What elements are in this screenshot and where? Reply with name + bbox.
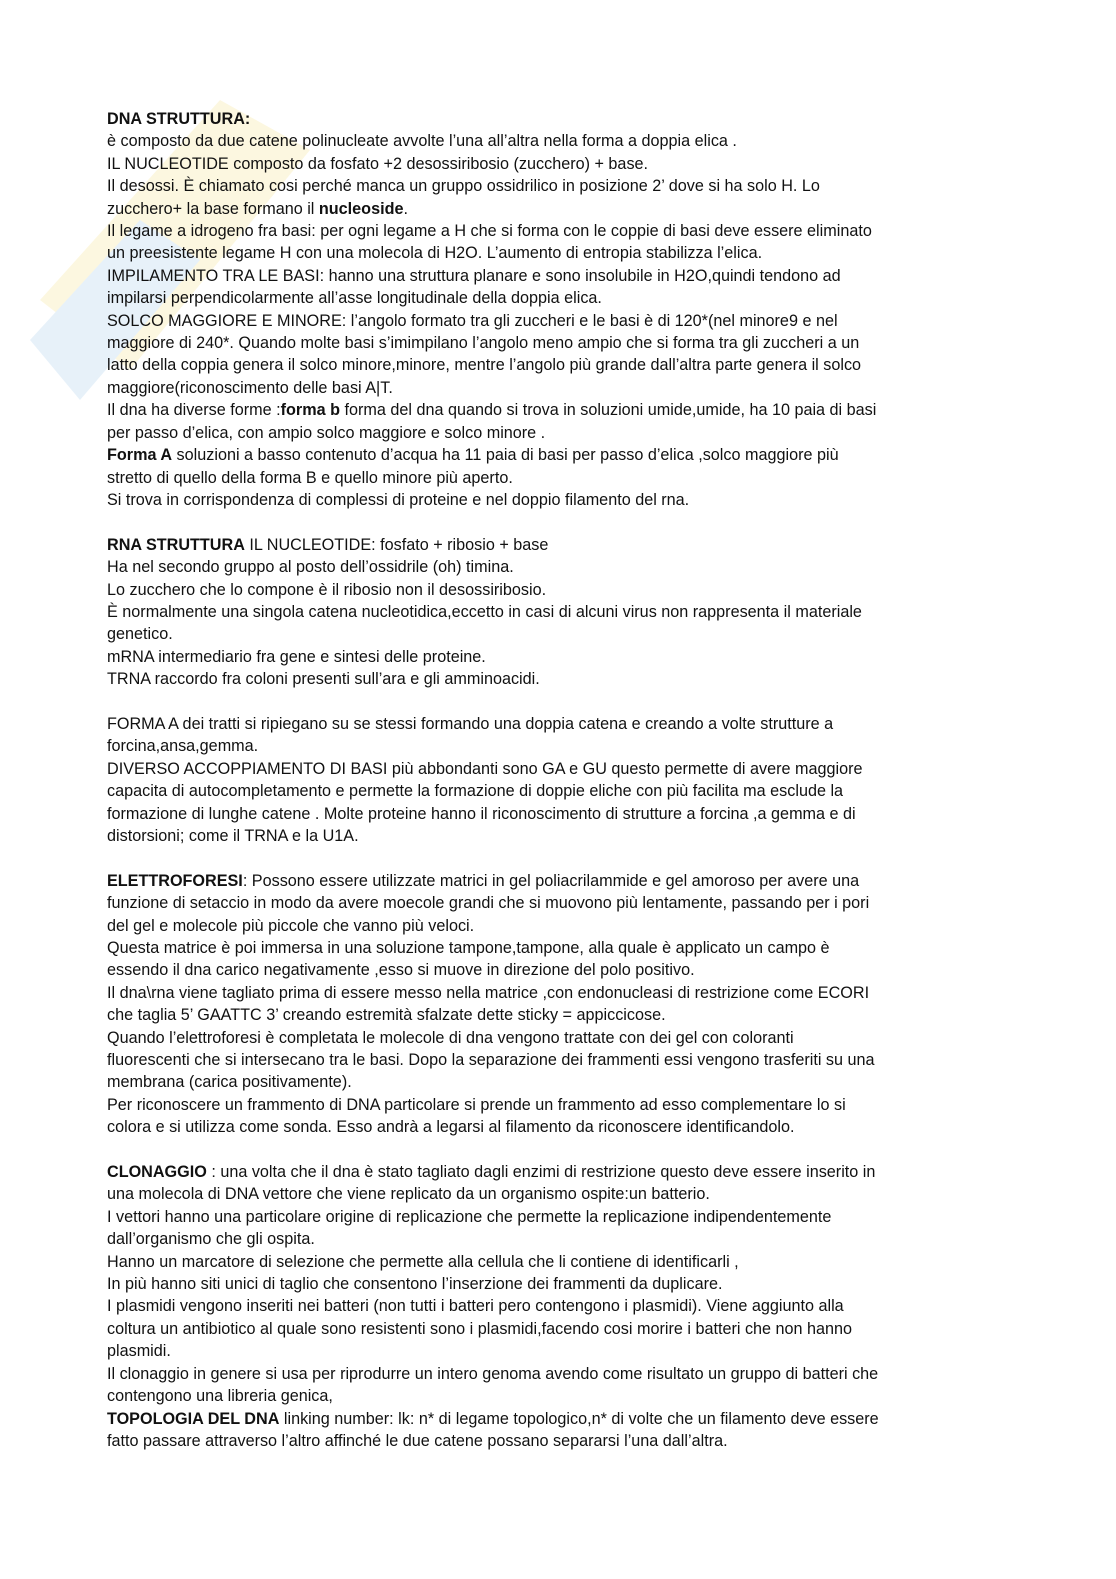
text-run: funzione di setaccio in modo da avere moecole grandi che si muovono più lentamente, passando per i pori bbox=[107, 894, 870, 913]
bold-text: Forma A bbox=[107, 446, 173, 465]
text-line bbox=[107, 713, 1007, 735]
text-run: un preesistente legame H con una molecola di H2O. L’aumento di entropia stabilizza l’elica. bbox=[107, 244, 763, 263]
text-run: distorsioni; come il TRNA e la U1A. bbox=[107, 826, 359, 845]
text-run: linking number: lk: n* di legame topologico,n* di volte che un filamento deve essere bbox=[279, 1409, 879, 1428]
text-line bbox=[107, 1004, 1007, 1026]
document-body bbox=[107, 108, 1007, 1452]
bold-text: CLONAGGIO bbox=[107, 1163, 207, 1182]
text-line bbox=[107, 153, 1007, 175]
text-run: fatto passare attraverso l’altro affinché le due catene possano separarsi l’una dall’altra. bbox=[107, 1431, 728, 1450]
text-run: FORMA A dei tratti si ripiegano su se stessi formando una doppia catena e creando a volte strutture a bbox=[107, 714, 834, 733]
text-line bbox=[107, 556, 1007, 578]
text-run: : Possono essere utilizzate matrici in gel poliacrilammide e gel amoroso per avere una bbox=[242, 871, 860, 890]
text-run: una molecola di DNA vettore che viene replicato da un organismo ospite:un batterio. bbox=[107, 1185, 710, 1204]
text-run: In più hanno siti unici di taglio che consentono l’inserzione dei frammenti da duplicare. bbox=[107, 1275, 723, 1294]
text-line bbox=[107, 982, 1007, 1004]
text-line bbox=[107, 1430, 1007, 1452]
paragraph-gap bbox=[107, 511, 1007, 533]
text-run: zucchero+ la base formano il bbox=[107, 199, 319, 218]
text-line bbox=[107, 623, 1007, 645]
text-line bbox=[107, 175, 1007, 197]
text-line bbox=[107, 780, 1007, 802]
text-run: Il desossi. È chiamato cosi perché manca un gruppo ossidrilico in posizione 2’ dove si ha solo H. Lo bbox=[107, 177, 820, 196]
text-run: soluzioni a basso contenuto d’acqua ha 11 paia di basi per passo d’elica ,solco maggiore più bbox=[172, 446, 839, 465]
text-line bbox=[107, 444, 1007, 466]
text-line bbox=[107, 1116, 1007, 1138]
text-run: IL NUCLEOTIDE: fosfato + ribosio + base bbox=[244, 535, 549, 554]
text-line bbox=[107, 108, 1007, 130]
text-line bbox=[107, 310, 1007, 332]
text-line bbox=[107, 198, 1007, 220]
bold-text: ELETTROFORESI bbox=[107, 871, 243, 890]
text-line bbox=[107, 758, 1007, 780]
text-run: colora e si utilizza come sonda. Esso andrà a legarsi al filamento da riconoscere identificandolo. bbox=[107, 1118, 795, 1137]
text-line bbox=[107, 1340, 1007, 1362]
text-line bbox=[107, 1094, 1007, 1116]
text-line bbox=[107, 1273, 1007, 1295]
text-run: per passo d’elica, con ampio solco maggiore e solco minore . bbox=[107, 423, 546, 442]
text-run: Lo zucchero che lo compone è il ribosio non il desossiribosio. bbox=[107, 580, 547, 599]
text-line bbox=[107, 399, 1007, 421]
text-line bbox=[107, 1251, 1007, 1273]
text-run: Il legame a idrogeno fra basi: per ogni legame a H che si forma con le coppie di basi deve essere eliminato bbox=[107, 222, 872, 241]
text-line bbox=[107, 870, 1007, 892]
text-line bbox=[107, 1049, 1007, 1071]
text-line bbox=[107, 1363, 1007, 1385]
bold-text: RNA STRUTTURA bbox=[107, 535, 245, 554]
text-line bbox=[107, 803, 1007, 825]
text-run: del gel e molecole più piccole che vanno più veloci. bbox=[107, 916, 475, 935]
text-run: Il clonaggio in genere si usa per riprodurre un intero genoma avendo come risultato un gruppo di batteri che bbox=[107, 1364, 879, 1383]
text-line bbox=[107, 915, 1007, 937]
paragraph-gap bbox=[107, 691, 1007, 713]
text-line bbox=[107, 1385, 1007, 1407]
text-run: Hanno un marcatore di selezione che permette alla cellula che li contiene di identificarli , bbox=[107, 1252, 739, 1271]
text-run: Per riconoscere un frammento di DNA particolare si prende un frammento ad esso complementare lo si bbox=[107, 1095, 846, 1114]
text-line bbox=[107, 646, 1007, 668]
paragraph-gap bbox=[107, 1139, 1007, 1161]
bold-text: nucleoside bbox=[318, 199, 404, 218]
text-line bbox=[107, 668, 1007, 690]
bold-text: DNA STRUTTURA: bbox=[107, 110, 251, 128]
text-line bbox=[107, 1161, 1007, 1183]
text-line bbox=[107, 1027, 1007, 1049]
text-line bbox=[107, 332, 1007, 354]
text-line bbox=[107, 1206, 1007, 1228]
text-run: plasmidi. bbox=[107, 1342, 171, 1361]
text-line bbox=[107, 937, 1007, 959]
text-line bbox=[107, 265, 1007, 287]
text-run: I plasmidi vengono inseriti nei batteri (non tutti i batteri pero contengono i plasmidi). Viene aggiunto alla bbox=[107, 1297, 844, 1316]
text-line bbox=[107, 534, 1007, 556]
text-line bbox=[107, 601, 1007, 623]
text-run: È normalmente una singola catena nucleotidica,eccetto in casi di alcuni virus non rappresenta il materiale bbox=[107, 602, 862, 621]
text-run: DIVERSO ACCOPPIAMENTO DI BASI più abbondanti sono GA e GU questo permette di avere maggiore bbox=[107, 759, 863, 778]
text-line bbox=[107, 1408, 1007, 1430]
text-line bbox=[107, 422, 1007, 444]
text-line bbox=[107, 1183, 1007, 1205]
text-run: Quando l’elettroforesi è completata le molecole di dna vengono trattate con dei gel con coloranti bbox=[107, 1028, 794, 1047]
text-run: essendo il dna carico negativamente ,esso si muove in direzione del polo positivo. bbox=[107, 961, 695, 980]
text-run: formazione di lunghe catene . Molte proteine hanno il riconoscimento di strutture a forcina ,a gemma e di bbox=[107, 804, 856, 823]
bold-text: forma b bbox=[280, 401, 341, 420]
text-line bbox=[107, 220, 1007, 242]
text-line bbox=[107, 242, 1007, 264]
text-line bbox=[107, 1318, 1007, 1340]
text-line bbox=[107, 130, 1007, 152]
text-run: dall’organismo che gli ospita. bbox=[107, 1230, 315, 1249]
text-run: forcina,ansa,gemma. bbox=[107, 737, 259, 756]
text-run: IL NUCLEOTIDE composto da fosfato +2 desossiribosio (zucchero) + base. bbox=[107, 154, 649, 173]
paragraph-gap bbox=[107, 847, 1007, 869]
text-run: Questa matrice è poi immersa in una soluzione tampone,tampone, alla quale è applicato un campo è bbox=[107, 938, 830, 957]
text-line bbox=[107, 579, 1007, 601]
text-line bbox=[107, 287, 1007, 309]
text-run: latto della coppia genera il solco minore,minore, mentre l’angolo più grande dall’altra parte genera il solco bbox=[107, 356, 862, 375]
text-run: Ha nel secondo gruppo al posto dell’ossidrile (oh) timina. bbox=[107, 558, 514, 577]
bold-text: TOPOLOGIA DEL DNA bbox=[107, 1409, 280, 1428]
text-line bbox=[107, 959, 1007, 981]
text-line bbox=[107, 1071, 1007, 1093]
text-line bbox=[107, 735, 1007, 757]
text-run: coltura un antibiotico al quale sono resistenti sono i plasmidi,facendo cosi morire i batteri che non hanno bbox=[107, 1319, 853, 1338]
text-run: maggiore di 240*. Quando molte basi s’imimpilano l’angolo meno ampio che si forma tra gli zuccheri a un bbox=[107, 334, 860, 353]
text-run: IMPILAMENTO TRA LE BASI: hanno una struttura planare e sono insolubile in H2O,quindi tendono ad bbox=[107, 266, 841, 285]
text-line bbox=[107, 377, 1007, 399]
text-line bbox=[107, 467, 1007, 489]
text-run: è composto da due catene polinucleate avvolte l’una all’altra nella forma a doppia elica . bbox=[107, 132, 737, 151]
text-run: : una volta che il dna è stato tagliato dagli enzimi di restrizione questo deve essere inserito in bbox=[206, 1163, 876, 1182]
text-run: membrana (carica positivamente). bbox=[107, 1073, 352, 1092]
text-run: stretto di quello della forma B e quello minore più aperto. bbox=[107, 468, 513, 487]
text-line bbox=[107, 489, 1007, 511]
text-line bbox=[107, 354, 1007, 376]
text-line bbox=[107, 1228, 1007, 1250]
text-line bbox=[107, 825, 1007, 847]
text-run: che taglia 5’ GAATTC 3’ creando estremità sfalzate dette sticky = appiccicose. bbox=[107, 1006, 666, 1025]
text-line bbox=[107, 1295, 1007, 1317]
text-run: Il dna ha diverse forme : bbox=[107, 401, 281, 420]
text-run: forma del dna quando si trova in soluzioni umide,umide, ha 10 paia di basi bbox=[340, 401, 877, 420]
text-run: contengono una libreria genica, bbox=[107, 1387, 333, 1406]
text-run: fluorescenti che si intersecano tra le basi. Dopo la separazione dei frammenti essi vengono trasferiti su una bbox=[107, 1051, 875, 1070]
text-run: . bbox=[403, 199, 408, 218]
text-run: Il dna\rna viene tagliato prima di essere messo nella matrice ,con endonucleasi di restrizione come ECORI bbox=[107, 983, 870, 1002]
text-line bbox=[107, 892, 1007, 914]
text-run: I vettori hanno una particolare origine di replicazione che permette la replicazione indipendentemente bbox=[107, 1207, 832, 1226]
text-run: SOLCO MAGGIORE E MINORE: l’angolo formato tra gli zuccheri e le basi è di 120*(nel minore9 e nel bbox=[107, 311, 838, 330]
text-run: capacita di autocompletamento e permette la formazione di doppie eliche con più facilita ma esclude la bbox=[107, 782, 844, 801]
text-run: TRNA raccordo fra coloni presenti sull’ara e gli amminoacidi. bbox=[107, 670, 540, 689]
text-run: mRNA intermediario fra gene e sintesi delle proteine. bbox=[107, 647, 486, 666]
text-run: maggiore(riconoscimento delle basi A|T. bbox=[107, 378, 393, 397]
text-run: impilarsi perpendicolarmente all’asse longitudinale della doppia elica. bbox=[107, 289, 602, 308]
text-run: genetico. bbox=[107, 625, 173, 644]
text-run: Si trova in corrispondenza di complessi di proteine e nel doppio filamento del rna. bbox=[107, 490, 690, 509]
